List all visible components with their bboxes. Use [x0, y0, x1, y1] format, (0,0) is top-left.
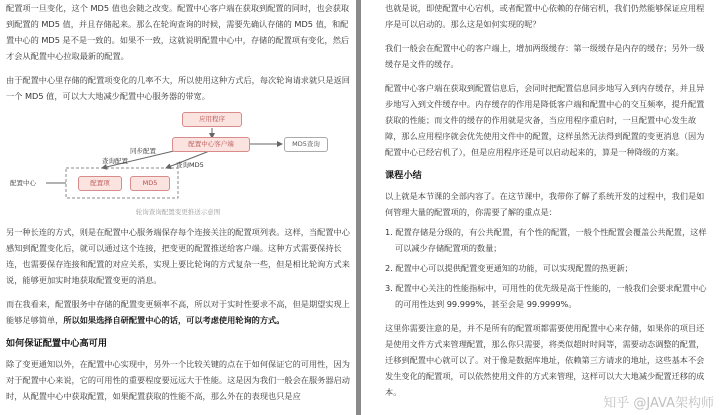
- p4-normal: 而在我看来，配置服务中存储的配置变更频率不高，所以对于实时性要求不高，但是期望实现上能够足够简单，: [6, 299, 350, 325]
- polling-diagram: [6, 106, 350, 224]
- summary-item-2: 2. 配置中心可以提供配置变更通知的功能，可以实现配置的热更新；: [385, 263, 633, 273]
- section-heading-availability: 如何保证配置中心高可用: [6, 338, 108, 349]
- right-paragraph-2: 我们一般会在配置中心的客户端上，增加两级缓存：第一级缓存是内存的缓存；另外一级缓存是文件的缓存。: [385, 43, 705, 69]
- left-paragraph-3: 另一种长连的方式，则是在配置中心服务端保存每个连接关注的配置项列表。这样，当配置中心感知到配置变化后，就可以通过这个连接，把变更的配置推送给客户端。这种方式需要保持长连，也需要保存连接和配置的对应关系，实现上要比轮询的方式复杂一些，但是相比轮询方式来说，能够更加实时地获取配置变更的消息。: [6, 227, 350, 285]
- left-paragraph-5: 除了变更通知以外，在配置中心实现中，另外一个比较关键的点在于如何保证它的可用性，因为对于配置中心来说，它的可用性的重要程度要远远大于性能。这是因为我们一般会在服务器启动时，从配置中心中获取配置，如果配置获取的性能不高，那么外在的表现也只是应: [6, 359, 350, 401]
- md5-box: MD5: [130, 176, 170, 191]
- left-paragraph-1: 配置项一旦变化，这个 MD5 值也会随之改变。配置中心客户端在获取到配置的同时，也会获取到配置的 MD5 值，并且存储起来。那么在轮询查询的时候，需要先确认存储的 MD5 值，和配置中心的 MD5 是不是一致的。如果不一致，这就说明配置中心中，存储的配置项有变化，然后才会从配置中心拉取最新的配置。: [6, 3, 350, 61]
- summary-item-1: 1. 配置存储是分级的，有公共配置，有个性的配置，一般个性配置会覆盖公共配置，这样可以减少存储配置项的数量；: [385, 227, 707, 253]
- right-paragraph-4: 以上就是本节课的全部内容了。在这节课中，我带你了解了系统开发的过程中，我们是如何管理大量的配置项的，你需要了解的重点是：: [385, 191, 705, 217]
- client-box: 配置中心客户端: [172, 137, 250, 152]
- right-page: [361, 0, 720, 415]
- label-sync-config: 同步配置: [130, 147, 156, 155]
- md5-query-box: MD5查询: [284, 137, 328, 152]
- label-config-center: 配置中心: [10, 179, 36, 187]
- config-item-box: 配置项: [78, 176, 122, 191]
- left-page: [0, 0, 356, 415]
- right-paragraph-3: 配置中心客户端在获取到配置信息后，会同时把配置信息同步地写入到内存缓存，并且异步地写入到文件缓存中。内存缓存的作用是降低客户端和配置中心的交互频率，提升配置获取的性能；而文件的缓存的作用就是灾备，当应用程序重启时，一旦配置中心发生故障，那么应用程序就会优先使用文件中的配置，这样虽然无法得到配置的变更消息（因为配置中心已经宕机了），但是应用程序还是可以启动起来的，算是一种降级的方案。: [385, 83, 705, 157]
- watermark: 知乎 @JAVA架构师: [603, 396, 714, 411]
- section-heading-summary: 课程小结: [385, 170, 422, 181]
- app-box: 应用程序: [182, 112, 242, 127]
- right-paragraph-5: 这里你需要注意的是，并不是所有的配置项都需要使用配置中心来存储，如果你的项目还是使用文件方式来管理配置，那么你只需要，将类似超时时间等，需要动态调整的配置，迁移到配置中心就可以了。对于像是数据库地址，依赖第三方请求的地址，这些基本不会发生变化的配置项，可以依然使用文件的方式来管理，这样可以大大地减少配置迁移的成本。: [385, 323, 705, 397]
- summary-item-3: 3. 配置中心关注的性能指标中，可用性的优先级是高于性能的，一般我们会要求配置中心的可用性达到 99.999%，甚至会是 99.9999%。: [385, 283, 707, 309]
- label-query-config: 查询配置: [102, 157, 128, 165]
- diagram-caption: 轮询查询配置变更推送示意图: [135, 208, 221, 216]
- left-paragraph-4: [6, 296, 350, 328]
- right-paragraph-1: 也就是说，即使配置中心宕机，或者配置中心依赖的存储宕机，我们仍然能够保证应用程序是可以启动的。那么这是如何实现的呢？: [385, 3, 705, 29]
- p4-bold: 所以如果选择自研配置中心的话，可以考虑使用轮询的方式。: [63, 315, 285, 325]
- label-query-md5: 查询MD5: [176, 161, 204, 169]
- left-paragraph-2: 由于配置中心里存储的配置项变化的几率不大，所以使用这种方式后，每次轮询请求就只是返回一个 MD5 值，可以大大地减少配置中心服务器的带宽。: [6, 75, 350, 101]
